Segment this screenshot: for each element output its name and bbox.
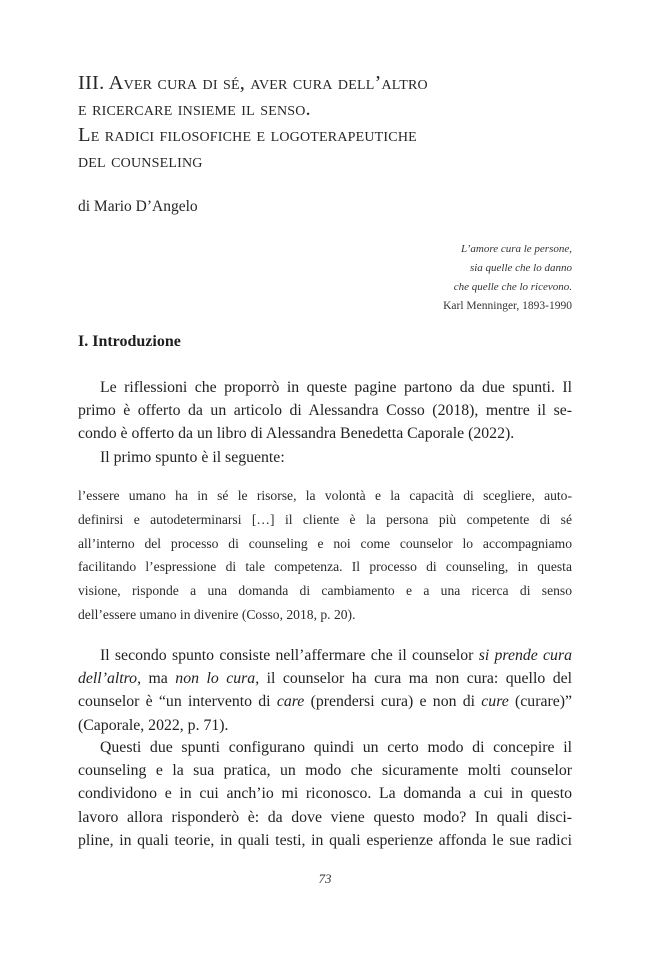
text-run: (curare)” [508, 693, 573, 711]
paragraph-line: Questi due spunti configurano quindi un certo modo di concepire il [100, 739, 572, 756]
emphasis: dell’altro [78, 670, 138, 688]
block-quote [78, 484, 572, 627]
paragraph-line: (Caporale, 2022, p. 71). [78, 716, 229, 734]
author-byline: di Mario D’Angelo [78, 198, 198, 215]
text-run: , il counselor ha cura ma non cura: quello del [255, 670, 573, 688]
quote-line: all’interno del processo di counseling e noi come counselor lo accompagniamo [78, 535, 572, 551]
paragraph-second-spunto [78, 644, 572, 737]
paragraph-line: pline, in quali teorie, in quali testi, in quali esperienze affonda le sue radici [78, 831, 572, 849]
text-run: Il secondo spunto consiste nell’affermare che il counselor [100, 647, 479, 664]
epigraph-line: L’amore cura le persone, [461, 243, 572, 255]
paragraph-line: lavoro allora risponderò è: da dove viene questo modo? In quali disci- [78, 808, 572, 826]
epigraph-attribution: Karl Menninger, 1893-1990 [443, 300, 572, 312]
paragraph-line [78, 690, 572, 713]
epigraph-line: che quelle che lo ricevono. [453, 281, 572, 293]
emphasis: cure [481, 693, 509, 711]
emphasis: si prende cura [478, 647, 573, 664]
chapter-title-line: del counseling [78, 150, 203, 172]
paragraph-line [78, 644, 572, 667]
paragraph-intro [78, 376, 572, 469]
quote-line: l’essere umano ha in sé le risorse, la volontà e la capacità di scegliere, auto- [78, 488, 572, 503]
quote-line: facilitando l’espressione di tale competenza. Il processo di counseling, in questa [78, 559, 572, 575]
paragraph-line: counseling e la sua pratica, un modo che sicuramente molti counselor [78, 762, 572, 780]
emphasis: non lo cura [175, 670, 256, 688]
text-run: , ma [137, 670, 176, 688]
chapter-title-line: III. Aver cura di sé, aver cura dell’altro [78, 72, 428, 94]
paragraph-line: primo è offerto da un articolo di Alessandra Cosso (2018), mentre il se- [78, 402, 572, 420]
page-number: 73 [318, 871, 332, 886]
quote-line: dell’essere umano in divenire (Cosso, 2018, p. 20). [78, 606, 356, 622]
text-run: counselor è “un intervento di [78, 693, 277, 711]
text-run: (prendersi cura) e non di [304, 693, 482, 711]
chapter-title [78, 70, 578, 174]
paragraph-line: Le riflessioni che proporrò in queste pagine partono da due spunti. Il [100, 379, 572, 396]
chapter-title-line: e ricercare insieme il senso. [78, 98, 311, 120]
paragraph-line: condo è offerto da un libro di Alessandra Benedetta Caporale (2022). [78, 425, 515, 443]
paragraph-line: condividono e in cui anch’io mi riconosco. La domanda a cui in questo [78, 785, 572, 803]
paragraph-line [78, 667, 572, 690]
epigraph-line: sia quelle che lo danno [469, 262, 572, 274]
paragraph-questions [78, 736, 572, 852]
epigraph [272, 240, 572, 316]
chapter-title-line: Le radici filosofiche e logoterapeutiche [78, 124, 417, 146]
emphasis: care [276, 693, 305, 711]
quote-line: definirsi e autodeterminarsi […] il cliente è la persona più competente di sé [78, 511, 572, 527]
paragraph-line: Il primo spunto è il seguente: [100, 448, 285, 466]
section-heading: I. Introduzione [78, 333, 181, 350]
quote-line: visione, risponde a una domanda di cambiamento e a una ricerca di senso [78, 583, 572, 599]
